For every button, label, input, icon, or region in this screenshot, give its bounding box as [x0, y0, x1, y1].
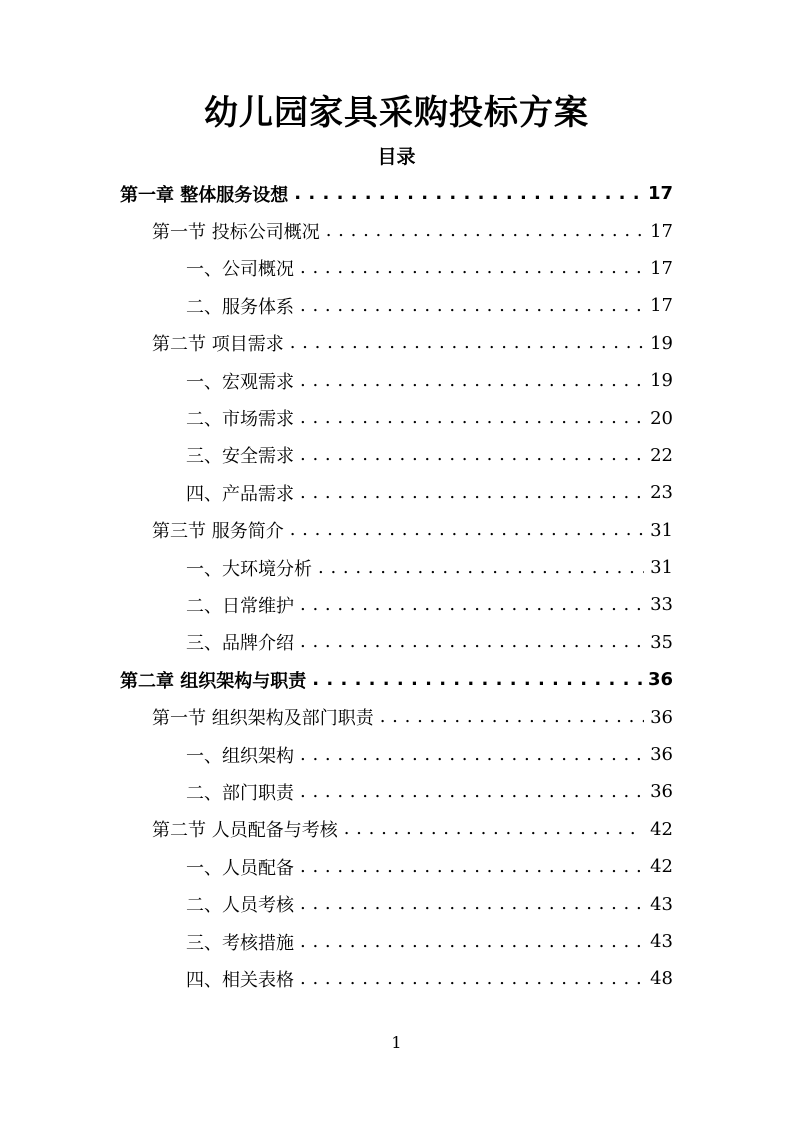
toc-dot-leader [290, 519, 644, 541]
toc-dot-leader [300, 893, 644, 915]
toc-dot-leader [300, 295, 644, 317]
toc-dot-leader [300, 856, 644, 878]
page-number: 1 [391, 1033, 402, 1052]
toc-entry-page: 36 [650, 744, 673, 766]
toc-dot-leader [290, 332, 644, 354]
toc-dot-leader [300, 482, 644, 504]
toc-entry-page: 17 [647, 183, 673, 205]
toc-entry-label: 一、公司概况 [186, 259, 294, 281]
toc-entry[interactable] [120, 474, 673, 511]
toc-entry-label: 第一节 投标公司概况 [152, 222, 320, 244]
toc-dot-leader [380, 706, 644, 728]
toc-entry[interactable] [120, 325, 673, 362]
toc-dot-leader [312, 669, 642, 691]
toc-dot-leader [326, 220, 644, 242]
toc-entry-label: 第二节 人员配备与考核 [152, 820, 338, 842]
toc-entry-label: 二、部门职责 [186, 782, 294, 804]
toc-dot-leader [300, 407, 644, 429]
toc-entry-label: 三、安全需求 [186, 446, 294, 468]
toc-entry-page: 19 [650, 370, 673, 392]
toc-entry-label: 一、大环境分析 [186, 558, 312, 580]
toc-dot-leader [300, 744, 644, 766]
toc-entry-page: 42 [650, 818, 673, 840]
toc-entry-label: 一、人员配备 [186, 857, 294, 879]
toc-entry-page: 31 [650, 557, 673, 579]
toc-entry[interactable] [120, 512, 673, 549]
toc-entry-label: 二、市场需求 [186, 409, 294, 431]
toc-entry-label: 第二节 项目需求 [152, 334, 284, 356]
toc-entry[interactable] [120, 923, 673, 960]
toc-dot-leader [300, 257, 644, 279]
toc-entry-label: 四、相关表格 [186, 969, 294, 991]
toc-entry-label: 第二章 组织架构与职责 [120, 670, 307, 692]
toc-entry[interactable] [120, 175, 673, 212]
toc-dot-leader [294, 183, 642, 205]
toc-entry-label: 二、服务体系 [186, 296, 294, 318]
toc-dot-leader [318, 557, 644, 579]
toc-entry-label: 二、日常维护 [186, 595, 294, 617]
toc-entry-label: 三、考核措施 [186, 932, 294, 954]
toc-entry[interactable] [120, 212, 673, 249]
toc-entry-page: 36 [650, 706, 673, 728]
toc-entry-label: 第一章 整体服务设想 [120, 184, 289, 206]
toc-entry-label: 第三节 服务简介 [152, 521, 284, 543]
toc-dot-leader [300, 631, 644, 653]
toc-entry-page: 42 [650, 856, 673, 878]
toc-entry-page: 23 [650, 482, 673, 504]
toc-dot-leader [300, 931, 644, 953]
toc-entry[interactable] [120, 773, 673, 810]
toc-entry[interactable] [120, 960, 673, 997]
document-title: 幼儿园家具采购投标方案 [204, 93, 589, 133]
toc-entry[interactable] [120, 362, 673, 399]
toc-entry[interactable] [120, 885, 673, 922]
toc-entry-page: 48 [650, 968, 673, 990]
toc-entry-label: 一、组织架构 [186, 745, 294, 767]
toc-entry-label: 四、产品需求 [186, 483, 294, 505]
toc-entry[interactable] [120, 736, 673, 773]
toc-entry-label: 二、人员考核 [186, 895, 294, 917]
toc-entry-label: 第一节 组织架构及部门职责 [152, 708, 374, 730]
toc-entry[interactable] [120, 624, 673, 661]
toc-dot-leader [300, 781, 644, 803]
toc-entry[interactable] [120, 698, 673, 735]
toc-entry-page: 36 [647, 669, 673, 691]
toc-entry-page: 36 [650, 781, 673, 803]
toc-entry-label: 三、品牌介绍 [186, 633, 294, 655]
toc-entry[interactable] [120, 437, 673, 474]
toc-entry[interactable] [120, 848, 673, 885]
toc-entry[interactable] [120, 250, 673, 287]
toc-entry[interactable] [120, 811, 673, 848]
toc-entry-page: 43 [650, 893, 673, 915]
toc-entry-page: 19 [650, 332, 673, 354]
toc-entry[interactable] [120, 399, 673, 436]
toc-dot-leader [344, 818, 644, 840]
toc-entry-page: 43 [650, 931, 673, 952]
toc-dot-leader [300, 968, 644, 990]
toc-dot-leader [300, 370, 644, 392]
toc-entry[interactable] [120, 287, 673, 324]
toc-entry-page: 31 [650, 519, 673, 541]
toc-entry[interactable] [120, 586, 673, 623]
toc-dot-leader [300, 594, 644, 616]
toc-entry-page: 22 [650, 444, 673, 466]
toc-entry-page: 17 [650, 295, 673, 317]
toc-entry-page: 17 [650, 257, 673, 279]
toc-entry-label: 一、宏观需求 [186, 371, 294, 393]
toc-entry-page: 17 [650, 220, 673, 242]
table-of-contents [120, 175, 673, 998]
toc-entry-page: 35 [650, 631, 673, 653]
toc-entry[interactable] [120, 549, 673, 586]
toc-heading: 目录 [377, 146, 416, 168]
toc-entry[interactable] [120, 661, 673, 698]
toc-entry-page: 20 [650, 407, 673, 429]
toc-entry-page: 33 [650, 594, 673, 616]
toc-dot-leader [300, 444, 644, 466]
